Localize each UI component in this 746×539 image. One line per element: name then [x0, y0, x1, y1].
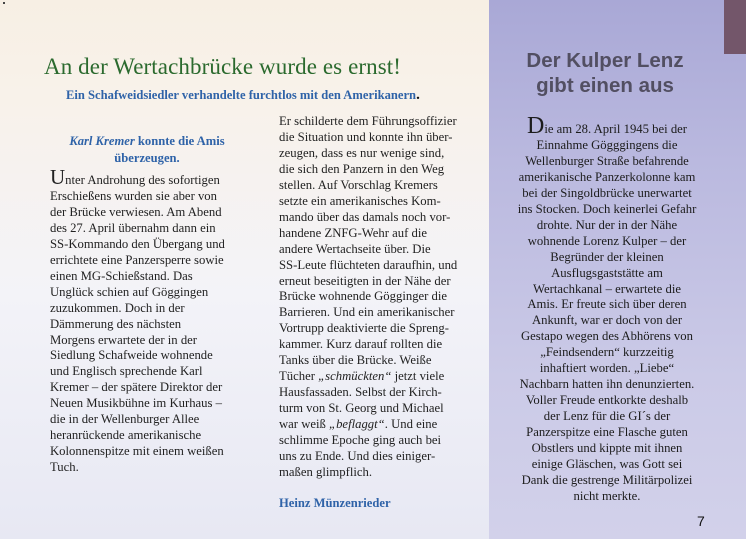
lead-rest: konnte die Amis [134, 134, 225, 148]
lead-name: Karl Kremer [69, 134, 135, 148]
sidebar-line: Wellenburger Straße befahrende [525, 153, 689, 168]
sidebar-line: Panzerspitze eine Flasche guten [526, 425, 688, 440]
weiss-pre: war weiß [279, 417, 330, 432]
column1-line: Unglück schien auf Göggingen [50, 284, 209, 299]
lead-line-2: überzeugen. [114, 151, 180, 165]
sidebar-first-line-text: ie am 28. April 1945 bei der [544, 122, 688, 136]
article-author: Heinz Münzenrieder [279, 496, 391, 510]
column2-line: Tanks über die Brücke. Weiße [279, 353, 432, 368]
column1-line: Morgens erwartete der in der [50, 332, 198, 347]
column2-line: kammer. Kurz darauf rollten die [279, 337, 443, 352]
column1-line: SS-Kommando den Übergang und [50, 236, 225, 251]
sidebar-line: der Lenz für die GI´s der [543, 409, 671, 424]
sidebar-line: Ausflugsgaststätte am [551, 265, 663, 280]
column2-line: zeugen, dass es nur wenige sind, [279, 145, 445, 160]
sidebar-line: ins Stocken. Doch keinerlei Gefahr [517, 201, 697, 216]
sidebar-line: nicht merkte. [573, 488, 641, 503]
tuecher-post: jetzt viele [391, 369, 445, 384]
column2-line: andere Wertachseite über. Die [279, 241, 431, 256]
column1-line-0: nter Androhung des sofortigen [65, 173, 220, 187]
sidebar-article-title [493, 48, 717, 98]
corner-tab-decoration [724, 0, 746, 54]
column1-line: zuzukommen. Doch in der [50, 300, 185, 315]
column1-line: der Brücke verwiesen. Am Abend [50, 204, 222, 219]
page-number: 7 [697, 513, 705, 529]
sidebar-line: drohte. Nur der in der Nähe [536, 217, 678, 232]
column2-line: die Situation und konnte ihn über- [279, 129, 453, 144]
article-headline: An der Wertachbrücke wurde es ernst! [44, 54, 402, 79]
article-subheadline [66, 87, 466, 104]
sidebar-line: Begründer der kleinen [550, 249, 664, 264]
tuecher-italic: „schmückten“ [318, 369, 392, 384]
column2-line: Er schilderte dem Führungsoffizier [279, 114, 457, 128]
sidebar-title-line-2: gibt einen aus [536, 74, 674, 97]
sidebar-line: amerikanische Panzerkolonne kam [518, 169, 696, 184]
weiss-italic: „beflaggt“ [329, 417, 385, 432]
sidebar-line: inhaftiert worden. „Liebe“ [539, 361, 675, 376]
column1-line: Tuch. [50, 460, 79, 475]
column1-line: Erschießens wurden sie aber von [50, 188, 217, 203]
sidebar-line: Einnahme Gögggingens die [536, 137, 678, 152]
column1-dropcap: U [50, 165, 66, 189]
sidebar-first-line [496, 113, 718, 139]
column2-line: SS-Leute flüchteten daraufhin, und [279, 257, 458, 272]
column2-line-tuecher [279, 369, 475, 385]
sidebar-line: Ankunft, war er doch von der [531, 313, 683, 328]
column1-line: errichtete eine Panzersperre sowie [50, 252, 224, 267]
column1-line: heranrückende amerikanische [50, 428, 202, 443]
column2-line-weiss [279, 417, 475, 433]
sidebar-dropcap: D [526, 113, 545, 139]
column1-line: Siedlung Schafweide wohnende [50, 348, 213, 363]
column1-lead [52, 133, 242, 167]
column1-first-line [50, 165, 250, 189]
column2-line: maßen glimpflich. [279, 464, 373, 479]
column1-line: Kremer – der spätere Direktor der [50, 380, 223, 395]
column2-line: stellen. Auf Vorschlag Kremers [279, 177, 438, 192]
column2-line: handene ZNFG-Wehr auf die [279, 225, 427, 240]
sidebar-line: Nachbarn hatten ihn denunzierten. [519, 377, 695, 392]
sidebar-line: „Feindsendern“ kurzzeitig [540, 345, 674, 360]
column2-line: schlimme Epoche ging auch bei [279, 433, 442, 448]
column2-line: erneut beseitigten in der Nähe der [279, 273, 451, 288]
subheadline-period: . [416, 87, 420, 103]
sidebar-title-line-1: Der Kulper Lenz [526, 49, 684, 72]
column1-line: Dämmerung des nächsten [50, 316, 182, 331]
lead-line-1 [52, 133, 242, 150]
column2-line: setzte ein amerikanisches Kom- [279, 193, 441, 208]
tuecher-pre: Tücher [279, 369, 319, 384]
column2-line: Hausfassaden. Selbst der Kirch- [279, 385, 442, 400]
sidebar-line: Dank die gestrenge Militärpolizei [521, 472, 693, 487]
corner-dot-decoration [3, 2, 5, 4]
column1-line: Neuen Musikbühne im Kurhaus – [50, 396, 222, 411]
column2-line: die sich den Panzern in den Weg [279, 161, 445, 176]
column1-line: einen MG-Schießstand. Das [50, 268, 193, 283]
sidebar-line: wohnende Lorenz Kulper – der [527, 233, 687, 248]
weiss-post: . Und eine [384, 417, 438, 432]
sidebar-line: Voller Freude entkorkte deshalb [525, 393, 689, 408]
article-column-2 [279, 114, 475, 481]
sidebar-line: Gestapo wegen des Abhörens von [521, 329, 693, 344]
article-column-1 [50, 165, 250, 476]
column2-line: turm von St. Georg und Michael [279, 401, 444, 416]
sidebar-line: Wertachkanal – erwartete die [533, 281, 681, 296]
column2-line: Barrieren. Und ein amerikanischer [279, 305, 455, 320]
column2-line: Vortrupp deaktivierte die Spreng- [279, 321, 449, 336]
column2-line: uns zu Ende. Und dies einiger- [279, 449, 436, 464]
sidebar-article-body [496, 113, 718, 505]
column2-line: mando über das damals noch vor- [279, 209, 451, 224]
column1-line: die in der Wellenburger Allee [50, 412, 200, 427]
column1-line: und Englisch sprechende Karl [50, 364, 203, 379]
sidebar-line: Obstlers und kippte mit ihnen [531, 441, 683, 456]
sidebar-line: einige Gläschen, was Gott sei [531, 457, 683, 472]
column1-line: des 27. April übernahm dann ein [50, 220, 216, 235]
sidebar-line: Amis. Er freute sich über deren [527, 297, 687, 312]
column1-line: Kolonnenspitze mit einem weißen [50, 444, 224, 459]
sidebar-line: bei der Singoldbrücke unerwartet [522, 185, 692, 200]
subheadline-text: Ein Schafweidsiedler verhandelte furchtlos mit den Amerikanern [66, 88, 417, 102]
column2-line: Brücke wohnende Gögginger die [279, 289, 448, 304]
